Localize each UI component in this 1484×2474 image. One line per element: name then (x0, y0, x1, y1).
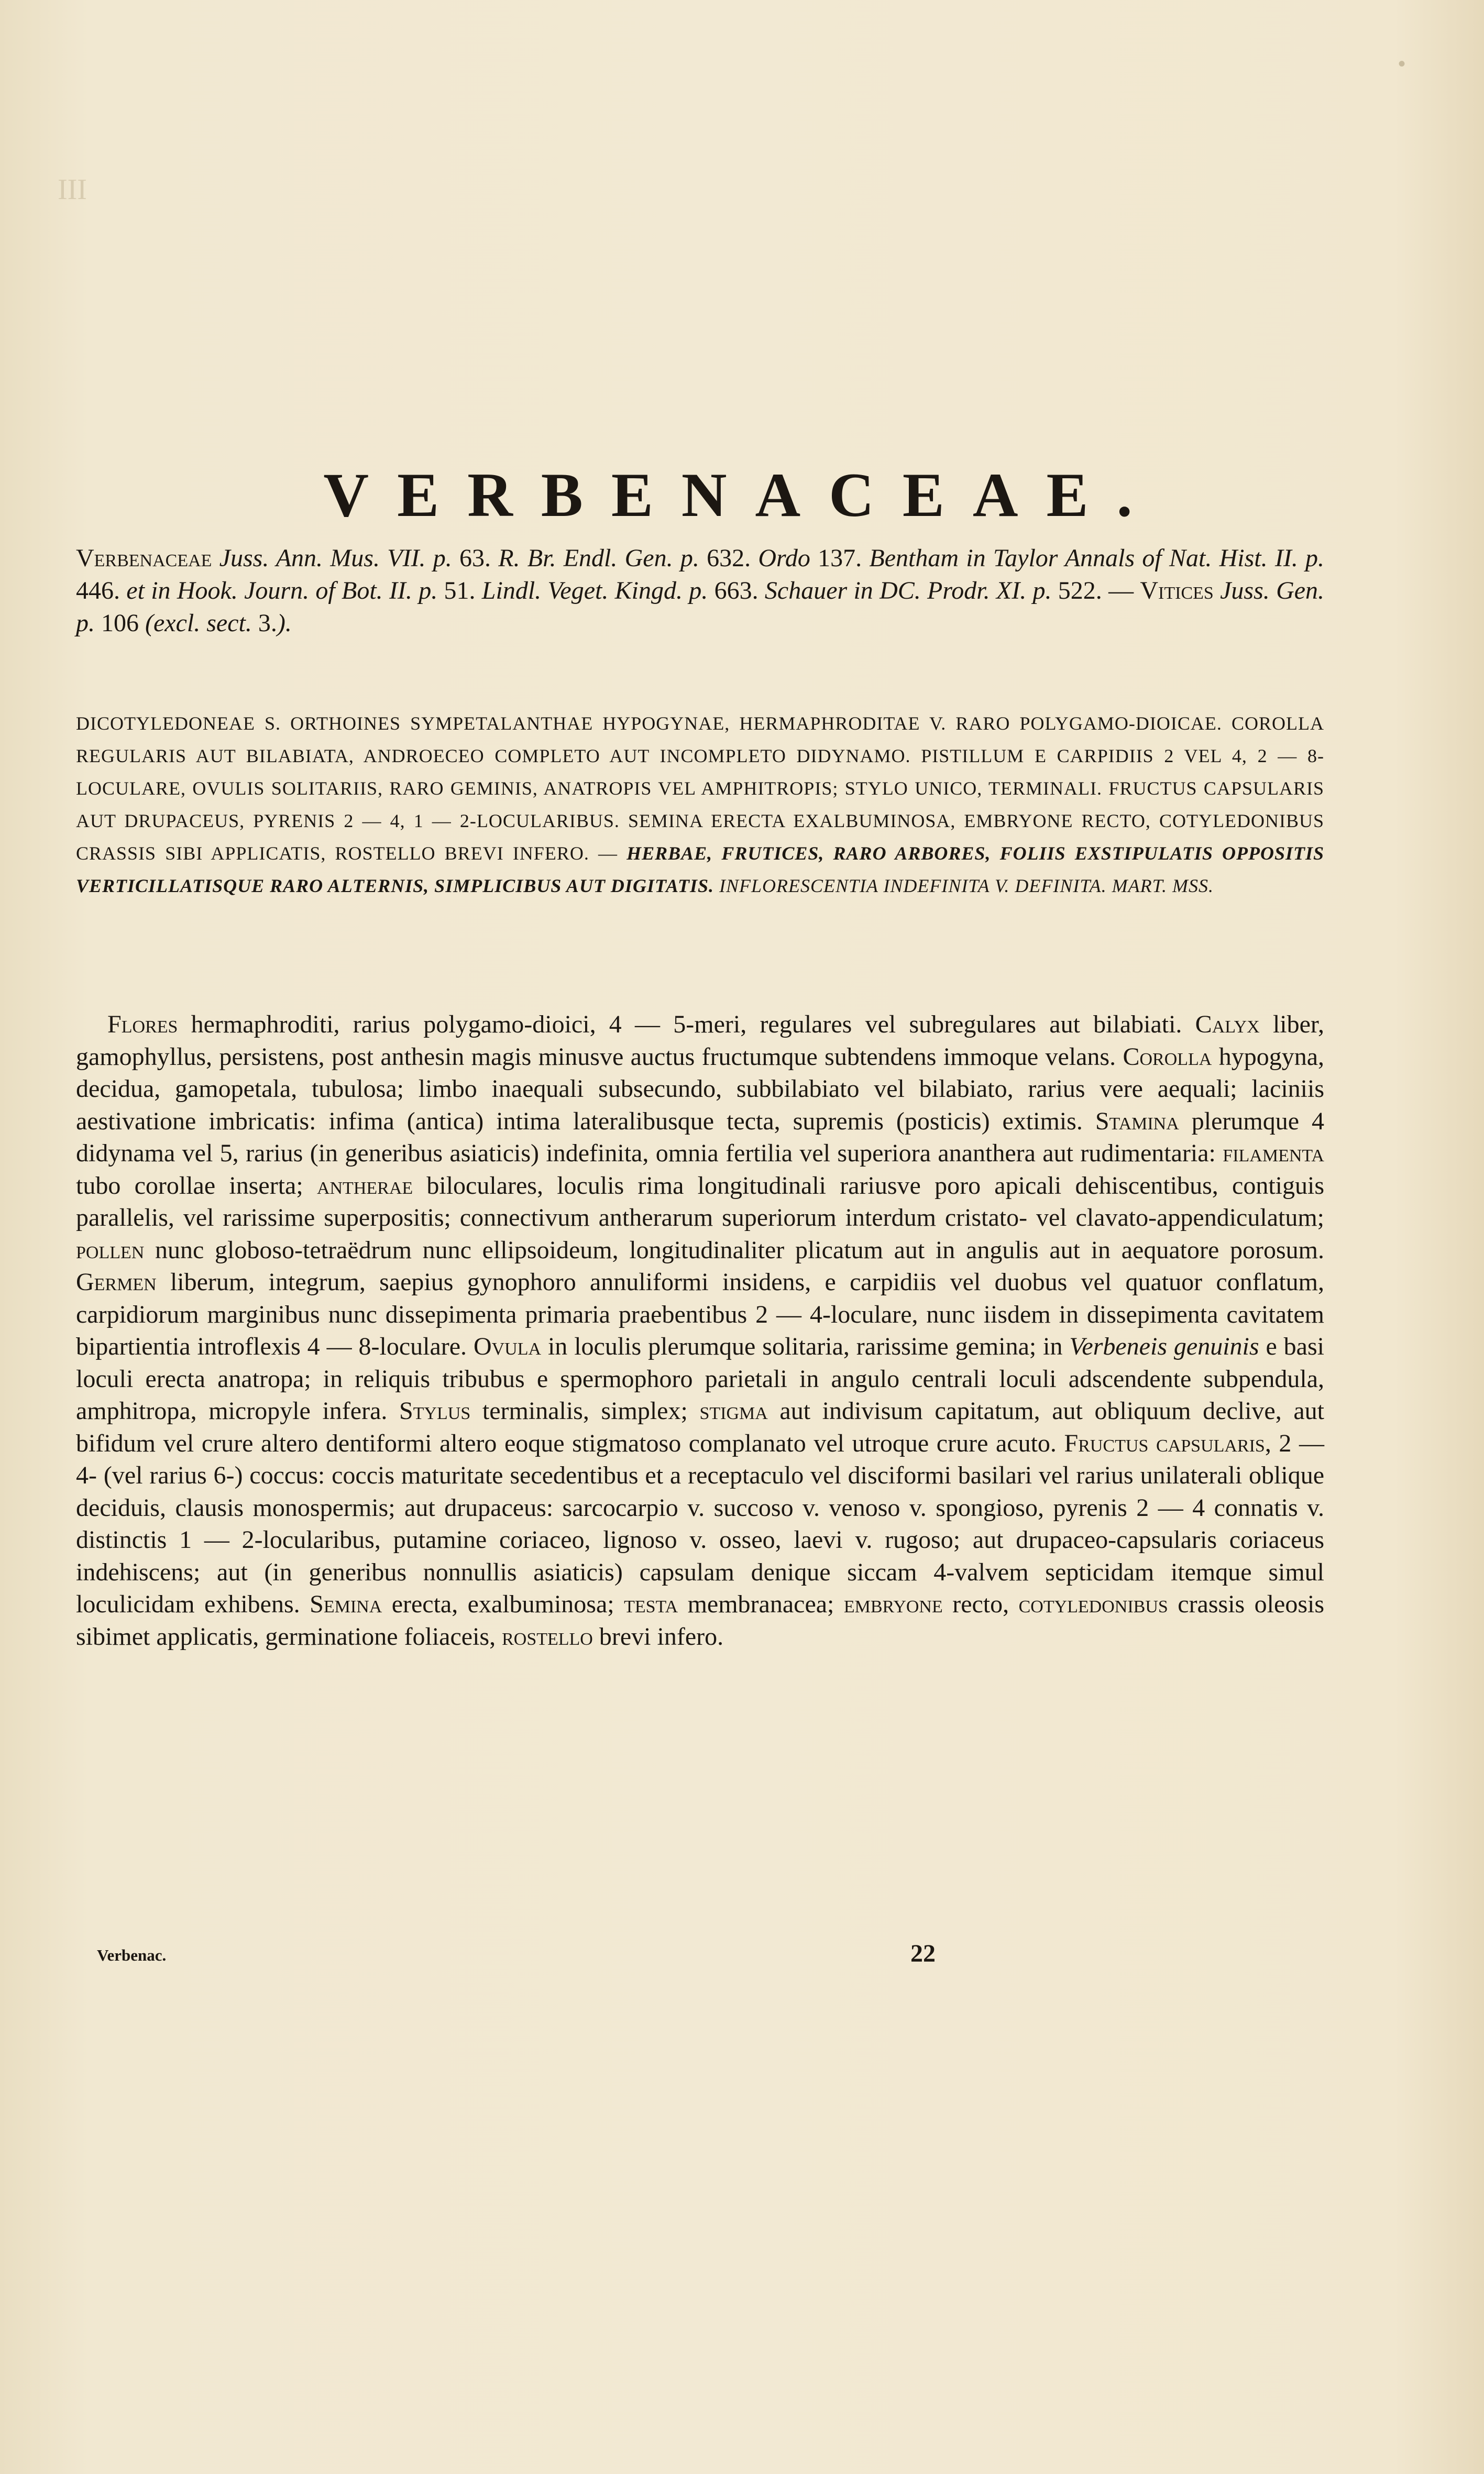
term-embryone: embryone (843, 1590, 943, 1618)
term-rostello: rostello (502, 1622, 593, 1651)
text-flores: hermaphroditi, rarius polygamo-dioici, 4 — 5-meri, regulares vel subregulares aut bilabiati. (178, 1010, 1195, 1038)
term-antherae: antherae (316, 1171, 413, 1200)
text-corolla: hypogyna, decidua, gamopetala, tubulosa; limbo inaequali subsecundo, subbilabiato vel bilabiato, rarius vere aequali; laciniis aestivatione imbricatis: infima (antica) intima lateralibusque tecta, supremis (posticis) extimis. (76, 1042, 1325, 1135)
ref-bentham: Bentham in Taylor Annals of Nat. Hist. II. p. (869, 544, 1325, 572)
ref-page-663: 663. (708, 577, 765, 604)
text-ovula-continued: e basi loculi erecta anatropa; in reliquis tribubus e spermophoro parietali in angulo centrali loculi adscendente subpendula, amphitropa, micropyle infera. (76, 1333, 1324, 1425)
text-testa: membranacea; (678, 1590, 844, 1618)
term-stigma: stigma (699, 1397, 768, 1425)
ref-hook-journ: et in Hook. Journ. of Bot. II. p. (126, 577, 438, 604)
ref-ordo: Ordo (758, 544, 810, 572)
ref-page-522: 522. — (1051, 577, 1140, 604)
family-diagnosis (76, 707, 1324, 902)
term-stylus: Stylus (399, 1397, 471, 1425)
margin-pencil-mark: III (58, 173, 87, 206)
ref-juss-ann-mus: Juss. Ann. Mus. VII. p. (212, 544, 452, 572)
diagnosis-inflorescence: INFLORESCENTIA INDEFINITA V. DEFINITA. (714, 875, 1112, 896)
diagnosis-habit: HERBAE, FRUTICES, RARO ARBORES, FOLIIS EXSTIPULATIS OPPOSITIS VERTICILLATISQUE RARO ALTERNIS, SIMPLICIBUS AUT DIGITATIS. (76, 843, 1325, 896)
text-germen: liberum, integrum, saepius gynophoro annuliformi insidens, e carpidiis vel duobus vel quatuor conflatum, carpidiorum marginibus nunc dissepimenta primaria praebentibus 2 — 4-loculare, nunc iisdem in dissepimenta cavitatem bipartientia introflexis 4 — 8-loculare. (76, 1268, 1324, 1360)
ref-page-446: 446. (76, 577, 127, 604)
term-corolla: Corolla (1123, 1042, 1212, 1071)
ref-excl-sect: (excl. sect. (145, 609, 252, 637)
text-filamenta: tubo corollae inserta; (76, 1171, 317, 1200)
term-cotyledonibus: cotyledonibus (1018, 1590, 1168, 1618)
term-ovula: Ovula (473, 1333, 542, 1360)
family-description (76, 1008, 1324, 1653)
ref-page-63: 63. (452, 544, 499, 572)
diagnosis-author: MART. MSS. (1112, 875, 1214, 896)
signature-mark: Verbenac. (97, 1946, 167, 1964)
diagnosis-main: DICOTYLEDONEAE S. ORTHOINES SYMPETALANTHAE HYPOGYNAE, HERMAPHRODITAE V. RARO POLYGAMO-DIOICAE. COROLLA REGULARIS AUT BILABIATA, ANDROECEO COMPLETO AUT INCOMPLETO DIDYNAMO. PISTILLUM E CARPIDIIS 2 VEL 4, 2 — 8-LOCULARE, OVULIS SOLITARIIS, RARO GEMINIS, ANATROPIS VEL AMPHITROPIS; STYLO UNICO, TERMINALI. FRUCTUS CAPSULARIS AUT DRUPACEUS, PYRENIS 2 — 4, 1 — 2-LOCULARIBUS. SEMINA ERECTA EXALBUMINOSA, EMBRYONE RECTO, COTYLEDONIBUS CRASSIS SIBI APPLICATIS, ROSTELLO BREVI INFERO. — (76, 713, 1324, 864)
page-title: VERBENACEAE. (323, 460, 1161, 530)
text-ovula: in loculis plerumque solitaria, rarissime gemina; in (541, 1333, 1070, 1360)
ref-closing: ). (277, 609, 292, 637)
ref-ordo-number: 137. (810, 544, 870, 572)
text-embryone: recto, (942, 1590, 1019, 1618)
corner-speck: • (1398, 52, 1405, 75)
ref-lindl-veget: Lindl. Veget. Kingd. p. (481, 577, 708, 604)
text-rostello: brevi infero. (592, 1622, 724, 1651)
page-number: 22 (910, 1940, 936, 1967)
term-flores: Flores (107, 1010, 178, 1038)
bibliographic-references (76, 542, 1324, 640)
term-testa: testa (624, 1590, 678, 1618)
ref-page-51: 51. (437, 577, 482, 604)
text-fructus: , 2 — 4- (vel rarius 6-) coccus: coccis maturitate secedentibus et a receptaculo vel disciformi basilari vel rarius unilaterali oblique deciduis, clausis monospermis; aut drupaceus: sarcocarpio v. succoso v. venoso v. spongioso, pyrenis 2 — 4 connatis v. distinctis 1 — 2-locularibus, putamine coriaceo, lignoso v. osseo, laevi v. rugoso; aut drupaceo-capsularis coriaceus indehiscens; aut (in generibus nonnullis asiaticis) capsulam denique siccam 4-valvem septicidam itemque simul loculicidam exhibens. (76, 1429, 1325, 1618)
term-filamenta: filamenta (1223, 1139, 1324, 1167)
term-pollen: pollen (76, 1236, 145, 1264)
text-calyx: liber, gamophyllus, persistens, post anthesin magis minusve auctus fructumque subtendens immoque velans. (76, 1010, 1324, 1071)
ref-r-br-endl: R. Br. Endl. Gen. p. (498, 544, 699, 572)
text-antherae: biloculares, loculis rima longitudinali rariusve poro apicali dehiscentibus, contiguis parallelis, vel rarissime superpositis; connectivum antherarum superiorum interdum cristato- vel clavato-appendiculatum; (76, 1171, 1324, 1231)
text-stamina: plerumque 4 didynama vel 5, rarius (in generibus asiaticis) indefinita, omnia fertilia vel superiora anantherа aut rudimentaria: (76, 1107, 1324, 1167)
term-calyx: Calyx (1195, 1010, 1260, 1038)
ref-page-106: 106 (95, 609, 145, 637)
text-cotyledonibus: crassis oleosis sibimet applicatis, germinatione foliaceis, (76, 1590, 1325, 1651)
text-pollen: nunc globoso-tetraëdrum nunc ellipsoideum, longitudinaliter plicatum aut in angulis aut in aequatore porosum. (144, 1236, 1324, 1264)
term-semina: Semina (310, 1590, 382, 1618)
term-germen: Germen (76, 1268, 157, 1296)
ref-vitices: Vitices (1140, 577, 1214, 604)
term-fructus: Fructus capsularis (1064, 1429, 1265, 1457)
ref-schauer: Schauer in DC. Prodr. XI. p. (764, 577, 1052, 604)
ref-family-name: Verbenaceae (76, 544, 212, 572)
ref-page-632: 632. (699, 544, 759, 572)
text-stigma: aut indivisum capitatum, aut obliquum declive, aut bifidum vel crure altero dentiformi altero eoque stigmatoso complanato vel utroque crure acuto. (76, 1397, 1325, 1457)
term-verbeneis-genuinis: Verbeneis genuinis (1069, 1333, 1259, 1360)
text-stylus: terminalis, simplex; (470, 1397, 700, 1425)
text-semina: erecta, exalbuminosa; (382, 1590, 624, 1618)
ref-sect-number: 3. (251, 609, 277, 637)
term-stamina: Stamina (1095, 1107, 1179, 1135)
ref-juss-gen: Juss. Gen. p. (76, 577, 1325, 637)
